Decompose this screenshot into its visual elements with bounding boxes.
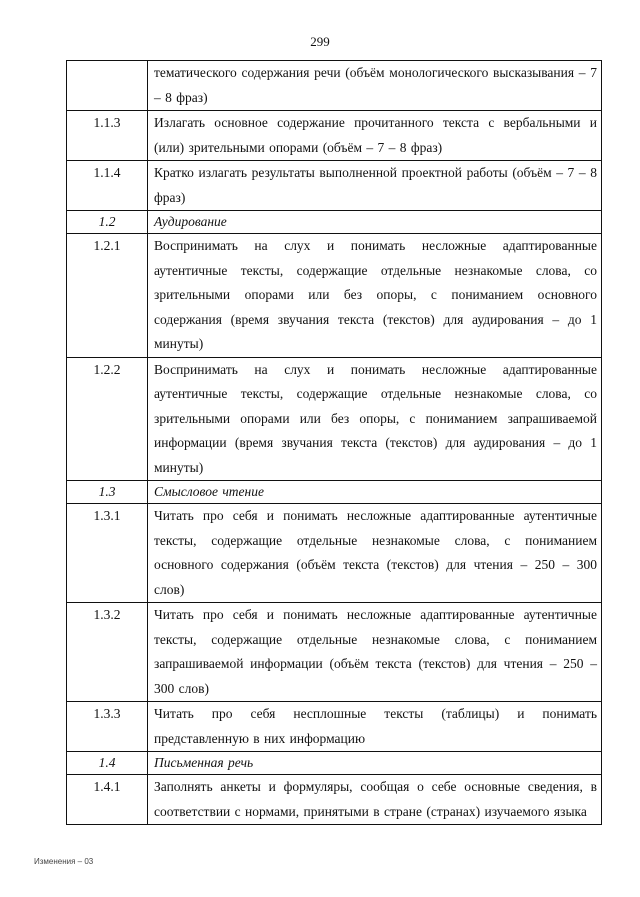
row-code: 1.3 [67, 481, 148, 504]
row-code: 1.2.2 [67, 357, 148, 481]
row-code: 1.4.1 [67, 775, 148, 825]
footer-revision: Изменения – 03 [34, 857, 94, 866]
row-description: Воспринимать на слух и понимать несложные адаптированные аутентичные тексты, содержащие отдельные незнакомые слова, со зрительными опорами или без опоры, с пониманием запрашиваемой информации (время звучания текста (текстов) для аудирования – до 1 минуты) [148, 357, 602, 481]
section-title: Смысловое чтение [148, 481, 602, 504]
row-description: Воспринимать на слух и понимать несложные адаптированные аутентичные тексты, содержащие отдельные незнакомые слова, со зрительными опорами или без опоры, с пониманием основного содержания (время звучания текста (текстов) для аудирования – до 1 минуты) [148, 234, 602, 358]
table-row [67, 504, 602, 603]
table-body [67, 61, 602, 825]
row-description: Заполнять анкеты и формуляры, сообщая о себе основные сведения, в соответствии с нормами, принятыми в стране (странах) изучаемого языка [148, 775, 602, 825]
table-row [67, 775, 602, 825]
row-code: 1.1.4 [67, 161, 148, 211]
row-description: Читать про себя несплошные тексты (таблицы) и понимать представленную в них информацию [148, 702, 602, 752]
row-description: тематического содержания речи (объём монологического высказывания – 7 – 8 фраз) [148, 61, 602, 111]
row-code: 1.3.2 [67, 603, 148, 702]
section-row [67, 752, 602, 775]
row-code: 1.4 [67, 752, 148, 775]
row-code: 1.3.1 [67, 504, 148, 603]
section-title: Аудирование [148, 211, 602, 234]
table-row [67, 702, 602, 752]
row-code: 1.2 [67, 211, 148, 234]
curriculum-table [66, 60, 602, 825]
row-description: Читать про себя и понимать несложные адаптированные аутентичные тексты, содержащие отдельные незнакомые слова, с пониманием основного содержания (объём текста (текстов) для чтения – 250 – 300 слов) [148, 504, 602, 603]
row-code: 1.3.3 [67, 702, 148, 752]
table-row [67, 234, 602, 358]
table-row [67, 111, 602, 161]
row-description: Читать про себя и понимать несложные адаптированные аутентичные тексты, содержащие отдельные незнакомые слова, с пониманием запрашиваемой информации (объём текста (текстов) для чтения – 250 – 300 слов) [148, 603, 602, 702]
section-row [67, 211, 602, 234]
table-row [67, 161, 602, 211]
table-row [67, 357, 602, 481]
row-code: 1.2.1 [67, 234, 148, 358]
section-row [67, 481, 602, 504]
page-number: 299 [310, 34, 330, 49]
row-description: Кратко излагать результаты выполненной проектной работы (объём – 7 – 8 фраз) [148, 161, 602, 211]
row-code: 1.1.3 [67, 111, 148, 161]
row-code [67, 61, 148, 111]
table-row [67, 61, 602, 111]
table-row [67, 603, 602, 702]
section-title: Письменная речь [148, 752, 602, 775]
row-description: Излагать основное содержание прочитанного текста с вербальными и (или) зрительными опорами (объём – 7 – 8 фраз) [148, 111, 602, 161]
